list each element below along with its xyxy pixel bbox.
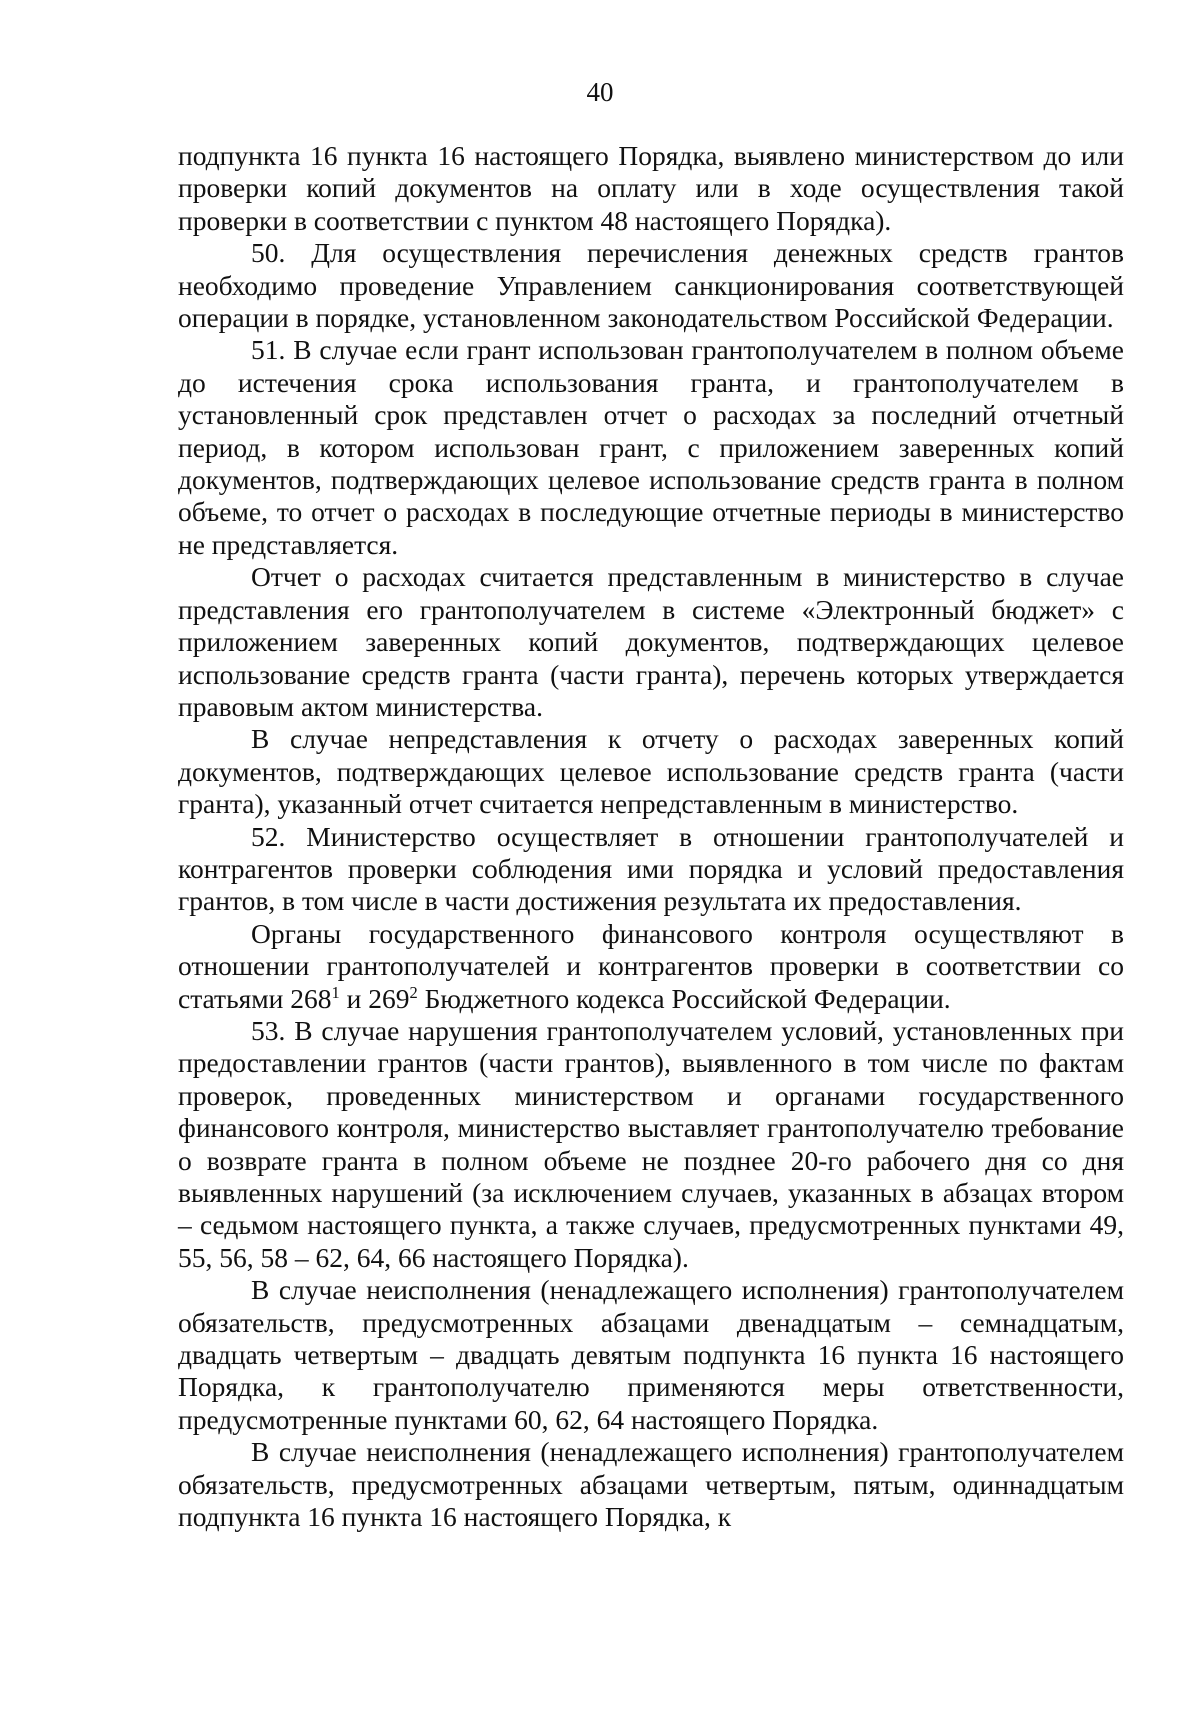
paragraph-item-51: 51. В случае если грант использован грантополучателем в полном объеме до истечения срока использования гранта, и грантополучателем в установленный срок представлен отчет о расходах за последний отчетный период, в котором использован грант, с приложением заверенных копий документов, подтверждающих целевое использование средств гранта в полном объеме, то отчет о расходах в последующие отчетные периоды в министерство не представляется.	[178, 334, 1124, 560]
paragraph-financial-control-text-1: Органы государственного финансового контроля осуществляют в отношении грантополучателей и контрагентов проверки в соответствии со статьями 268	[178, 917, 1124, 1014]
paragraph-item-53: 53. В случае нарушения грантополучателем условий, установленных при предоставлении грантов (части грантов), выявленного в том числе по фактам проверок, проведенных министерством и органами государственного финансового контроля, министерство выставляет грантополучателю требование о возврате гранта в полном объеме не позднее 20-го рабочего дня со дня выявленных нарушений (за исключением случаев, указанных в абзацах втором – седьмом настоящего пункта, а также случаев, предусмотренных пунктами 49, 55, 56, 58 – 62, 64, 66 настоящего Порядка).	[178, 1014, 1124, 1273]
document-body	[178, 140, 1124, 1533]
page-number: 40	[586, 77, 614, 107]
paragraph-financial-control-text-2: и 269	[339, 982, 410, 1014]
paragraph-continuation: подпункта 16 пункта 16 настоящего Порядка, выявлено министерством до или проверки копий документов на оплату или в ходе осуществления такой проверки в соответствии с пунктом 48 настоящего Порядка).	[178, 140, 1124, 236]
paragraph-obligations-2: В случае неисполнения (ненадлежащего исполнения) грантополучателем обязательств, предусмотренных абзацами четвертым, пятым, одиннадцатым подпункта 16 пункта 16 настоящего Порядка, к	[178, 1436, 1124, 1533]
paragraph-obligations-1: В случае неисполнения (ненадлежащего исполнения) грантополучателем обязательств, предусмотренных абзацами двенадцатым – семнадцатым, двадцать четвертым – двадцать девятым подпункта 16 пункта 16 настоящего Порядка, к грантополучателю применяются меры ответственности, предусмотренные пунктами 60, 62, 64 настоящего Порядка.	[178, 1274, 1124, 1435]
superscript-2: 2	[409, 982, 418, 1002]
paragraph-financial-control-text-3: Бюджетного кодекса Российской Федерации.	[417, 982, 951, 1014]
paragraph-report-not-submitted: В случае непредставления к отчету о расходах заверенных копий документов, подтверждающих целевое использование средств гранта (части гранта), указанный отчет считается непредставленным в министерство.	[178, 723, 1124, 820]
paragraph-item-50: 50. Для осуществления перечисления денежных средств грантов необходимо проведение Управлением санкционирования соответствующей операции в порядке, установленном законодательством Российской Федерации.	[178, 237, 1124, 334]
paragraph-report-submitted: Отчет о расходах считается представленным в министерство в случае представления его грантополучателем в системе «Электронный бюджет» с приложением заверенных копий документов, подтверждающих целевое использование средств гранта (части гранта), перечень которых утверждается правовым актом министерства.	[178, 561, 1124, 722]
paragraph-item-52: 52. Министерство осуществляет в отношении грантополучателей и контрагентов проверки соблюдения ими порядка и условий предоставления грантов, в том числе в части достижения результата их предоставления.	[178, 820, 1124, 917]
superscript-1: 1	[331, 982, 340, 1002]
paragraph-financial-control	[178, 918, 1124, 1015]
